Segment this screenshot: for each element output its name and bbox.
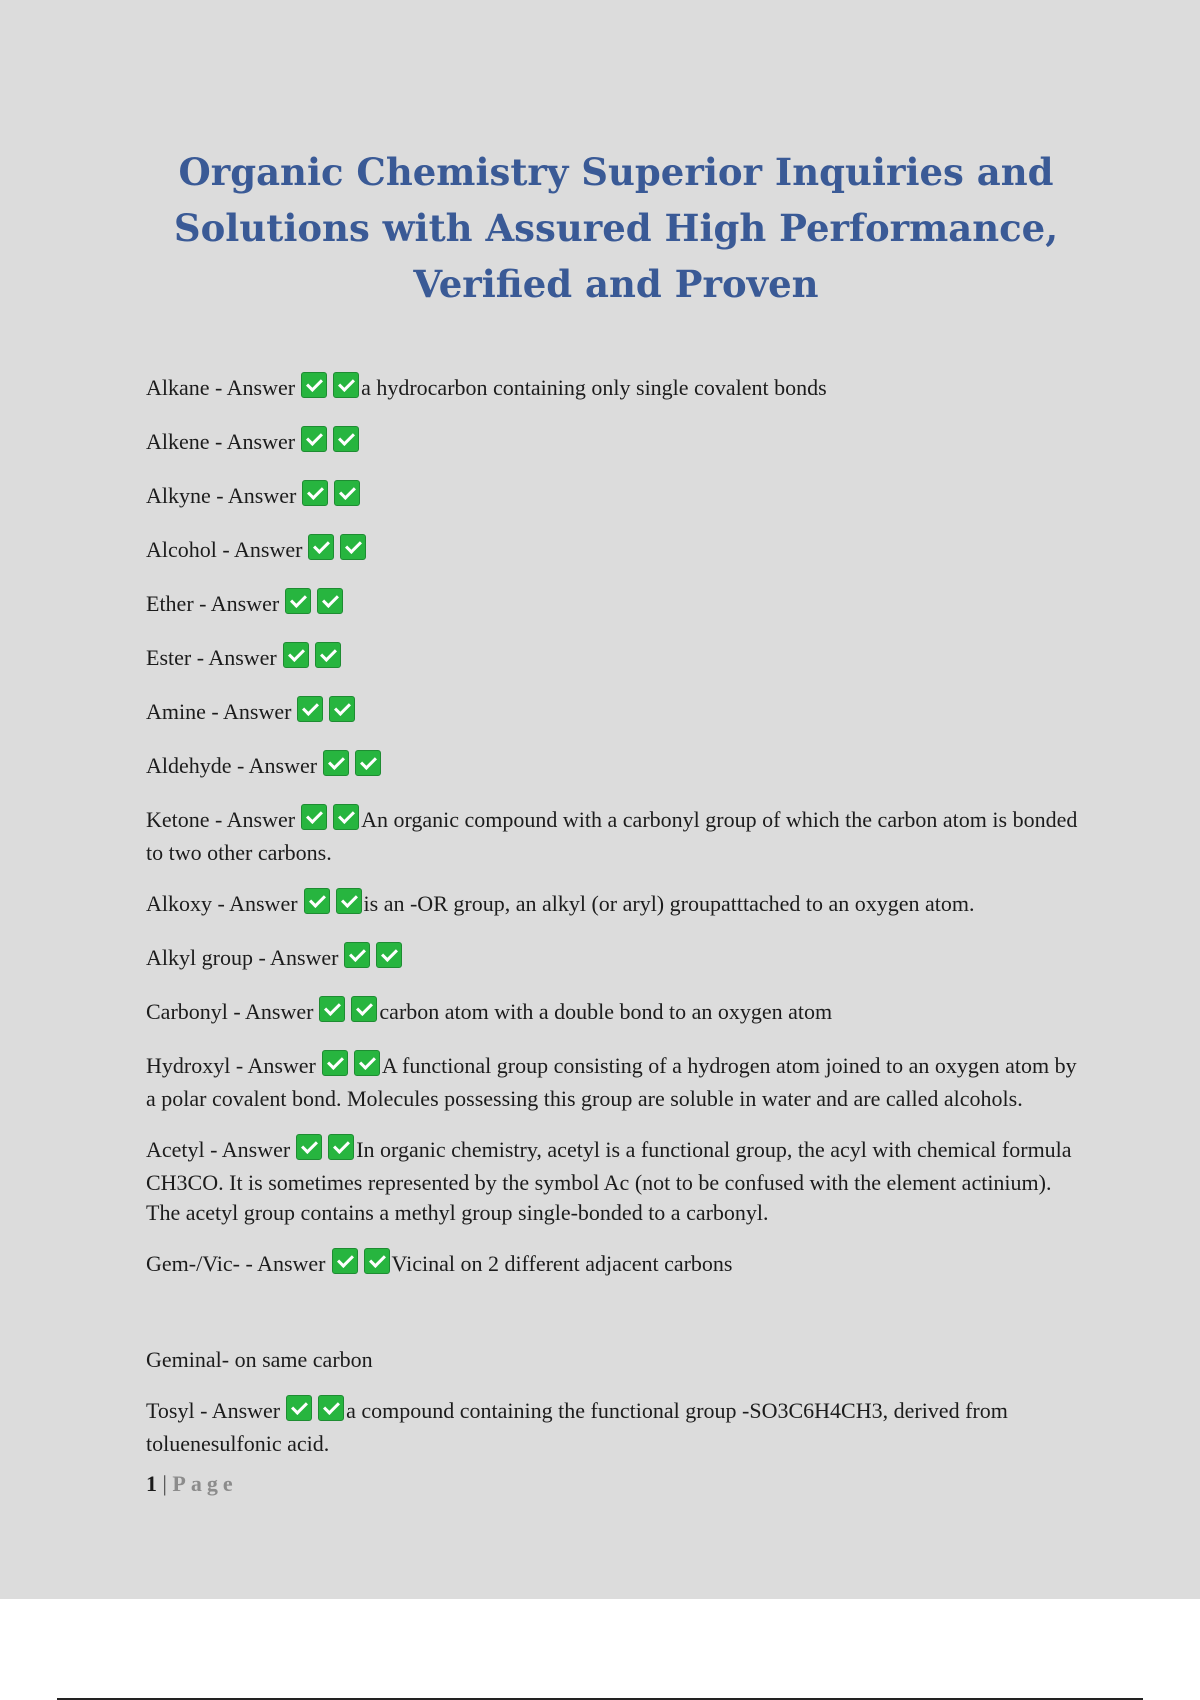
answer-entry-ketone (146, 804, 1086, 868)
check-mark-icon (333, 426, 359, 452)
entry-term: Alcohol - Answer (146, 537, 303, 562)
page-separator: | (162, 1471, 167, 1496)
document-title: Organic Chemistry Superior Inquiries and Solutions with Assured High Performance, Verified and Proven (173, 150, 1059, 306)
entry-term: Tosyl - Answer (146, 1398, 281, 1423)
answer-entry-aldehyde (146, 750, 1086, 784)
check-mark-icon (329, 696, 355, 722)
check-mark-icon (333, 804, 359, 830)
entry-term: Carbonyl - Answer (146, 999, 314, 1024)
check-mark-icon (285, 588, 311, 614)
check-mark-icon (340, 534, 366, 560)
entry-term: Hydroxyl - Answer (146, 1053, 316, 1078)
entry-term: Alkyl group - Answer (146, 945, 339, 970)
answer-entry-ester (146, 642, 1086, 676)
answer-entry-acetyl (146, 1134, 1086, 1228)
check-mark-icon (315, 642, 341, 668)
entry-term: Amine - Answer (146, 699, 292, 724)
entry-term: Alkoxy - Answer (146, 891, 298, 916)
page-number: 1 (146, 1471, 157, 1496)
answer-entry-alkoxy (146, 888, 1086, 922)
check-mark-icon (332, 1248, 358, 1274)
check-mark-icon (304, 888, 330, 914)
answer-entry-alkyne (146, 480, 1086, 514)
answer-entry-alkene (146, 426, 1086, 460)
entry-term: Alkyne - Answer (146, 483, 297, 508)
answer-entry-alkyl-group (146, 942, 1086, 976)
answer-entry-amine (146, 696, 1086, 730)
entry-term: Gem-/Vic- - Answer (146, 1251, 326, 1276)
entry-answer: An organic compound with a carbonyl group of which the carbon atom is bonded to two other carbons. (146, 807, 1078, 865)
check-mark-icon (301, 372, 327, 398)
entry-answer: In organic chemistry, acetyl is a functional group, the acyl with chemical formula CH3CO. It is sometimes represented by the symbol Ac (not to be confused with the element actinium). The acetyl group contains a methyl group single-bonded to a carbonyl. (146, 1137, 1072, 1225)
answer-entry-tosyl (146, 1395, 1086, 1459)
entry-answer: A functional group consisting of a hydrogen atom joined to an oxygen atom by a polar covalent bond. Molecules possessing this group are soluble in water and are called alcohols. (146, 1053, 1077, 1111)
check-mark-icon (364, 1248, 390, 1274)
entry-term: Aldehyde - Answer (146, 753, 318, 778)
answer-entry-alcohol (146, 534, 1086, 568)
entry-answer: a hydrocarbon containing only single covalent bonds (361, 375, 827, 400)
check-mark-icon (283, 642, 309, 668)
entry-term: Alkene - Answer (146, 429, 296, 454)
page-footer (146, 1469, 238, 1499)
entry-term: Ether - Answer (146, 591, 280, 616)
check-mark-icon (376, 942, 402, 968)
answer-entry-ether (146, 588, 1086, 622)
check-mark-icon (328, 1134, 354, 1160)
check-mark-icon (318, 1395, 344, 1421)
answer-entry-gem-vic (146, 1248, 1086, 1282)
check-mark-icon (344, 942, 370, 968)
check-mark-icon (319, 996, 345, 1022)
check-mark-icon (301, 426, 327, 452)
entry-answer: a compound containing the functional group -SO3C6H4CH3, derived from toluenesulfonic acid. (146, 1398, 1008, 1456)
check-mark-icon (354, 1050, 380, 1076)
entry-term: Acetyl - Answer (146, 1137, 291, 1162)
entry-term: Alkane - Answer (146, 375, 296, 400)
check-mark-icon (355, 750, 381, 776)
check-mark-icon (297, 696, 323, 722)
check-mark-icon (334, 480, 360, 506)
entry-answer: is an -OR group, an alkyl (or aryl) groupatttached to an oxygen atom. (363, 891, 975, 916)
check-mark-icon (286, 1395, 312, 1421)
entry-term: Ketone - Answer (146, 807, 296, 832)
check-mark-icon (308, 534, 334, 560)
entry-answer: Vicinal on 2 different adjacent carbons (391, 1251, 733, 1276)
check-mark-icon (336, 888, 362, 914)
answer-list (146, 372, 1086, 1479)
answer-entry-carbonyl (146, 996, 1086, 1030)
check-mark-icon (301, 804, 327, 830)
check-mark-icon (323, 750, 349, 776)
check-mark-icon (322, 1050, 348, 1076)
check-mark-icon (351, 996, 377, 1022)
entry-answer: carbon atom with a double bond to an oxygen atom (379, 999, 833, 1024)
entry-term: Ester - Answer (146, 645, 277, 670)
page-word: Page (172, 1471, 238, 1496)
answer-entry-alkane (146, 372, 1086, 406)
check-mark-icon (317, 588, 343, 614)
check-mark-icon (333, 372, 359, 398)
check-mark-icon (302, 480, 328, 506)
check-mark-icon (296, 1134, 322, 1160)
geminal-note: Geminal- on same carbon (146, 1347, 373, 1372)
answer-entry-hydroxyl (146, 1050, 1086, 1114)
